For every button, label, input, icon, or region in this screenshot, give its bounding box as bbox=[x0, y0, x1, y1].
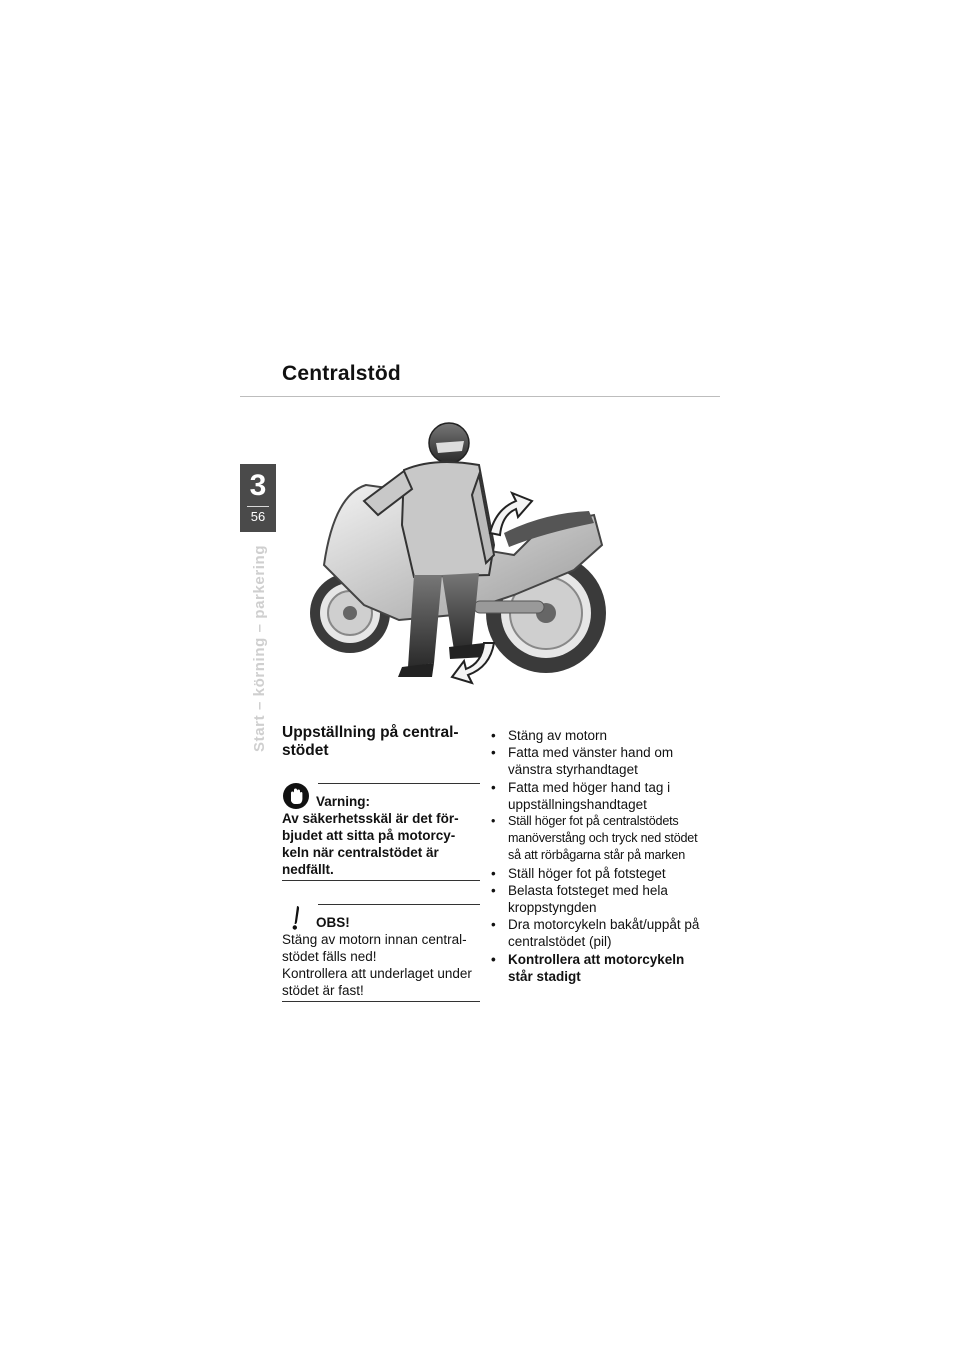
obs-text-line: Kontrollera att underlaget under bbox=[282, 966, 472, 981]
warning-label: Varning: bbox=[316, 794, 371, 809]
warning-box bbox=[282, 783, 480, 881]
list-item: • Dra motorcykeln bakåt/uppåt på centralstödet (pil) bbox=[491, 916, 701, 950]
obs-text-line: Stäng av motorn innan central- bbox=[282, 932, 467, 947]
stop-hand-icon bbox=[282, 782, 310, 810]
warning-text-line: keln när centralstödet är bbox=[282, 845, 439, 860]
centerstand-illustration bbox=[304, 405, 624, 690]
steps-list bbox=[491, 727, 701, 985]
list-item: • Kontrollera att motorcykeln står stadigt bbox=[491, 951, 701, 985]
chapter-tab bbox=[240, 464, 276, 532]
list-item: • Fatta med höger hand tag i uppställningshandtaget bbox=[491, 779, 701, 813]
obs-label: OBS! bbox=[316, 915, 350, 930]
list-item: • Ställ höger fot på fotsteget bbox=[491, 865, 701, 882]
obs-text-line: stödet är fast! bbox=[282, 983, 364, 998]
list-item: • Belasta fotsteget med hela kroppstyngden bbox=[491, 882, 701, 916]
page-number: 56 bbox=[250, 509, 266, 524]
list-item: • Fatta med vänster hand om vänstra styrhandtaget bbox=[491, 744, 701, 778]
title-divider bbox=[240, 396, 720, 397]
warning-text-line: Av säkerhetsskäl är det för- bbox=[282, 811, 459, 826]
obs-text-line: stödet fälls ned! bbox=[282, 949, 377, 964]
exhaust bbox=[474, 601, 544, 613]
warning-text-line: bjudet att sitta på motorcy- bbox=[282, 828, 456, 843]
chapter-side-label: Start – körning – parkering bbox=[251, 544, 268, 752]
list-item: • Stäng av motorn bbox=[491, 727, 701, 744]
page-title: Centralstöd bbox=[282, 362, 401, 385]
chapter-tab-divider bbox=[247, 506, 269, 507]
section-heading: Uppställning på central-stödet bbox=[282, 724, 459, 759]
chapter-number: 3 bbox=[249, 469, 267, 502]
obs-box bbox=[282, 904, 480, 1002]
exclamation-icon bbox=[282, 903, 310, 931]
warning-text-line: nedfällt. bbox=[282, 862, 334, 877]
list-item: • Ställ höger fot på centralstödets manöverstång och tryck ned stödet så att rörbågarna står på marken bbox=[491, 813, 701, 865]
